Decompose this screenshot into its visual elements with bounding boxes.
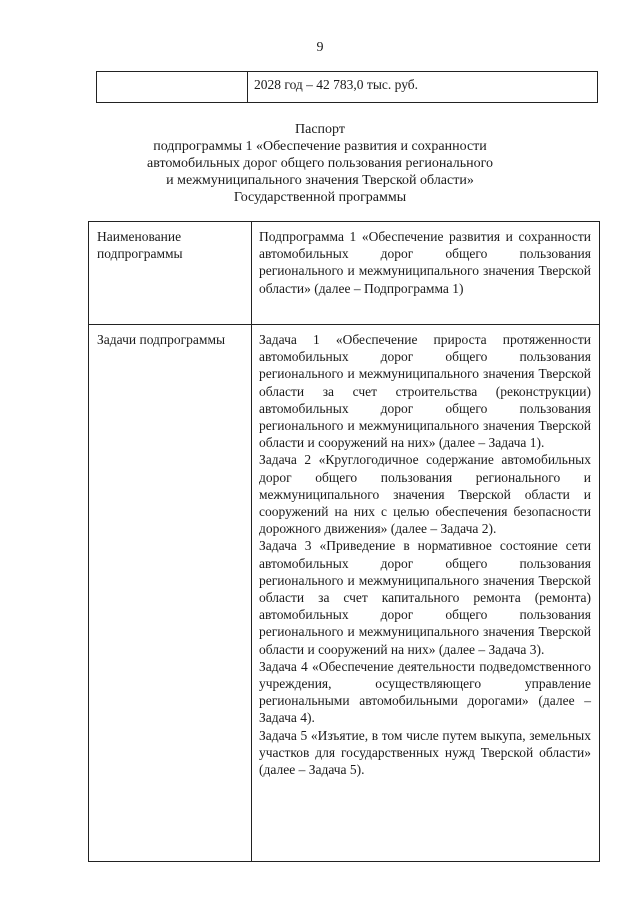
title-line: автомобильных дорог общего пользования регионального: [147, 156, 493, 171]
paragraph: Подпрограмма 1 «Обеспечение развития и сохранности автомобильных дорог общего пользования регионального и межмуниципального значения Тверской области» (далее – Подпрограмма 1): [259, 229, 591, 296]
page-number: 9: [316, 40, 324, 55]
title-line: и межмуниципального значения Тверской области»: [166, 173, 474, 188]
title-line: подпрограммы 1 «Обеспечение развития и сохранности: [153, 139, 487, 154]
row-value: [252, 325, 600, 862]
task-paragraph: Задача 5 «Изъятие, в том числе путем выкупа, земельных участков для государственных нужд Тверской области» (далее – Задача 5).: [259, 727, 591, 778]
empty-cell: [97, 72, 248, 103]
task-paragraph: Задача 3 «Приведение в нормативное состояние сети автомобильных дорог общего пользования регионального и межмуниципального значения Тверской области за счет капитального ремонта (ремонта) автомобильных дорог общего пользования регионального и межмуниципального значения Тверской области и сооружений на них» (далее – Задача 3).: [259, 538, 591, 657]
funding-table-continuation: [96, 71, 598, 103]
task-paragraph: Задача 4 «Обеспечение деятельности подведомственного учреждения, осуществляющего управление региональными автомобильными дорогами» (далее – Задача 4).: [259, 658, 591, 726]
row-value: [252, 222, 600, 325]
table-row: [89, 325, 600, 862]
title-line: Государственной программы: [233, 190, 407, 205]
title-line: Паспорт: [295, 122, 345, 137]
passport-table: [88, 221, 600, 862]
table-row: [97, 72, 598, 103]
task-paragraph: Задача 1 «Обеспечение прироста протяженности автомобильных дорог общего пользования регионального и межмуниципального значения Тверской области за счет строительства (реконструкции) автомобильных дорог общего пользования регионального и межмуниципального значения Тверской области и сооружений на них» (далее – Задача 1).: [259, 332, 591, 451]
funding-cell: 2028 год – 42 783,0 тыс. руб.: [248, 72, 598, 103]
task-paragraph: Задача 2 «Круглогодичное содержание автомобильных дорог общего пользования регионального и межмуниципального значения Тверской области и сооружений на них с целью обеспечения безопасности дорожного движения» (далее – Задача 2).: [259, 452, 591, 537]
row-label: Задачи подпрограммы: [89, 325, 252, 862]
passport-title: [0, 121, 640, 206]
row-label: Наименование подпрограммы: [89, 222, 252, 325]
table-row: [89, 222, 600, 325]
